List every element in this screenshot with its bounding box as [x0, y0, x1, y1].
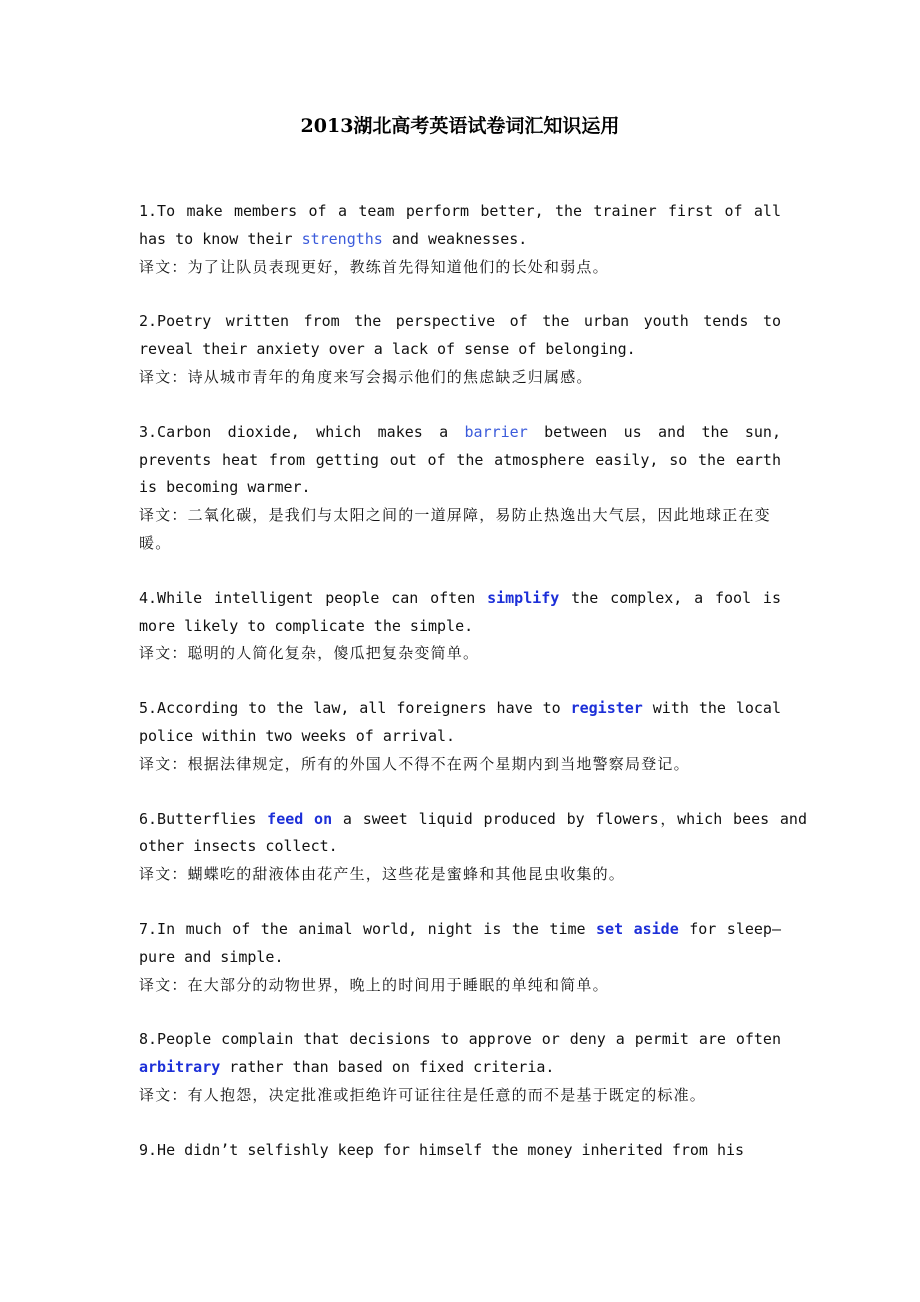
chinese-translation: 译文：二氧化碳，是我们与太阳之间的一道屏障，易防止热逸出大气层，因此地球正在变暖。 [139, 506, 771, 552]
english-sentence [139, 198, 781, 254]
chinese-translation: 译文：在大部分的动物世界，晚上的时间用于睡眠的单纯和简单。 [139, 975, 609, 994]
list-item-3 [139, 419, 781, 558]
sentence-text: 6.Butterflies [139, 809, 268, 828]
english-sentence [139, 585, 781, 641]
keyword: simplify [487, 588, 560, 607]
chinese-translation: 译文：聪明的人简化复杂，傻瓜把复杂变简单。 [139, 644, 480, 663]
english-sentence [139, 1026, 781, 1082]
sentence-text: 1.To make members of a team perform better, the trainer first of all has to know their [139, 202, 781, 248]
list-item-2 [139, 308, 781, 391]
chinese-translation: 译文：有人抱怨，决定批准或拒绝许可证往往是任意的而不是基于既定的标准。 [139, 1085, 707, 1104]
list-item-8 [139, 1026, 781, 1109]
list-item-5 [139, 695, 781, 778]
sentence-text: 2.Poetry written from the perspective of the urban youth tends to reveal their anxiety over a lack of sense of belonging. [139, 312, 781, 359]
sentence-text: and weaknesses. [382, 229, 528, 248]
keyword: set aside [596, 919, 679, 938]
keyword: feed on [267, 809, 333, 828]
sentence-text: with the local police within two weeks of arrival. [139, 699, 781, 745]
list-item-9 [139, 1137, 781, 1165]
chinese-translation: 译文：蝴蝶吃的甜液体由花产生，这些花是蜜蜂和其他昆虫收集的。 [139, 865, 626, 884]
sentence-text: 4.While intelligent people can often [139, 588, 488, 607]
english-sentence [139, 916, 781, 972]
list-item-7 [139, 916, 781, 999]
english-sentence [139, 806, 807, 862]
vocabulary-list [139, 198, 807, 1192]
sentence-text: 8.People complain that decisions to approve or deny a permit are often [139, 1030, 781, 1049]
keyword: barrier [464, 422, 528, 441]
sentence-text: a sweet liquid produced by flowers，which bees and other insects collect. [139, 809, 807, 856]
english-sentence [139, 308, 781, 364]
sentence-text: the complex, a fool is more likely to complicate the simple. [139, 588, 781, 635]
sentence-text: 7.In much of the animal world, night is the time [139, 919, 597, 938]
keyword: strengths [301, 229, 383, 248]
sentence-text: between us and the sun, prevents heat from getting out of the atmosphere easily, so the earth is becoming warmer. [139, 422, 781, 497]
chinese-translation: 译文：根据法律规定，所有的外国人不得不在两个星期内到当地警察局登记。 [139, 754, 690, 773]
list-item-4 [139, 585, 781, 668]
chinese-translation: 译文：诗从城市青年的角度来写会揭示他们的焦虑缺乏归属感。 [139, 367, 593, 386]
sentence-text: rather than based on fixed criteria. [220, 1058, 555, 1077]
sentence-text: for sleep—pure and simple. [139, 919, 781, 966]
chinese-translation: 译文：为了让队员表现更好，教练首先得知道他们的长处和弱点。 [139, 257, 609, 276]
keyword: register [570, 699, 643, 718]
sentence-text: 9.He didn’t selfishly keep for himself the money inherited from his [139, 1140, 745, 1159]
list-item-6 [139, 806, 807, 889]
document-title: 2013湖北高考英语试卷词汇知识运用 [300, 115, 620, 137]
keyword: arbitrary [139, 1058, 221, 1077]
list-item-1 [139, 198, 781, 281]
sentence-text: 3.Carbon dioxide, which makes a [139, 422, 465, 441]
sentence-text: 5.According to the law, all foreigners have to [139, 699, 571, 718]
english-sentence [139, 695, 781, 751]
english-sentence [139, 419, 781, 502]
english-sentence [139, 1137, 781, 1165]
